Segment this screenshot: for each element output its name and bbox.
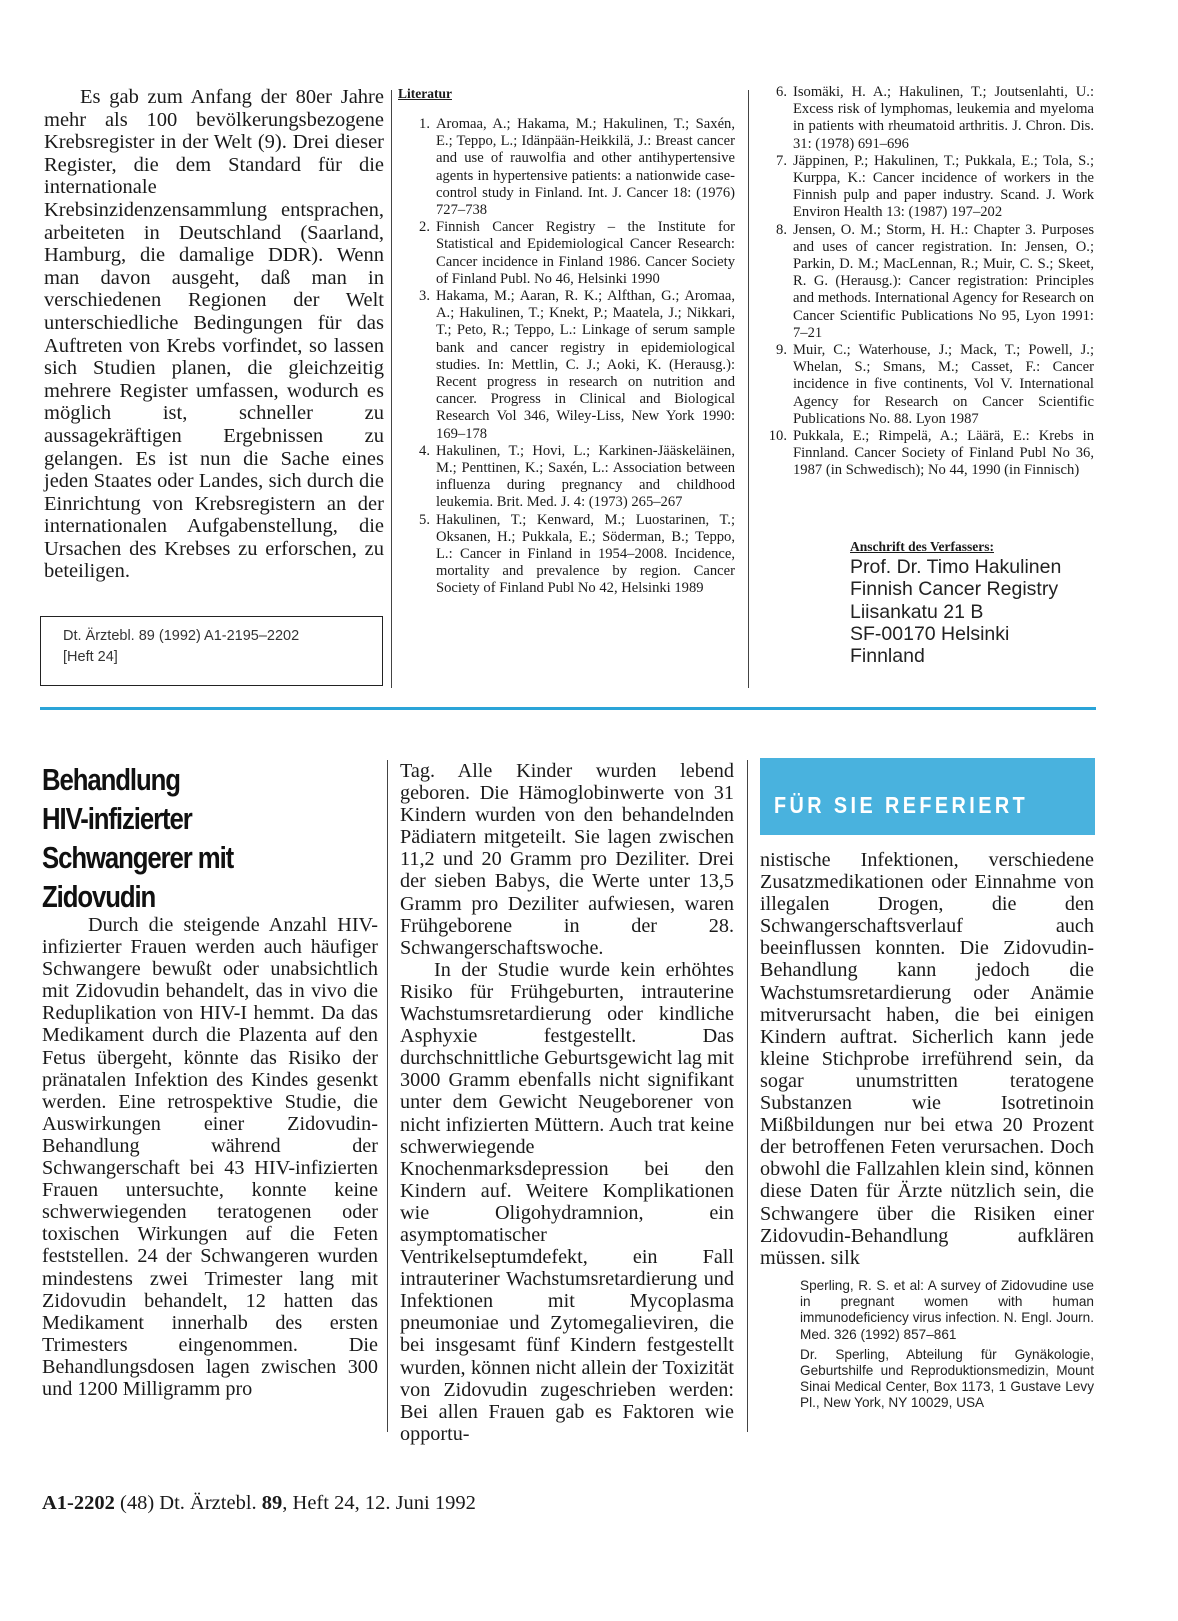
reference-item: 8. Jensen, O. M.; Storm, H. H.: Chapter 3. Purposes and uses of cancer registration. In: Jensen, O.; Parkin, D. M.; MacLennan, R.; Muir, C. S.; Skeet, R. G. (Herausg.): Cancer registration: Principles and methods. International Agency for Research on Cancer Scientific Publications No 95, Lyon 1991: 7–21 xyxy=(776,221,1094,341)
reference-item: 3. Hakama, M.; Aaran, R. K.; Alfthan, G.; Aromaa, A.; Hakulinen, T.; Knekt, P.; Maatela, J.; Nikkari, T.; Peto, R.; Teppo, L.: Linkage of serum sample bank and cancer registry in epidemiological studies. In: Mettlin, C. J.; Aoki, K. (Herausg.): Recent progress in research on nutrition and cancer. Progress in Clinical and Biological Research Vol 346, Wiley-Liss, New York 1990: 169–178 xyxy=(419,288,735,442)
paragraph: In der Studie wurde kein erhöhtes Risiko für Frühgeburten, intrauterine Wachstumsretardierung oder kindliche Asphyxie festgestellt. Das durchschnittliche Geburtsgewicht lag mit 3000 Gramm ebenfalls nicht signifikant unter dem Gewicht Neugeborener von nicht infizierten Müttern. Auch trat keine schwerwiegende Knochenmarksdepression bei den Kindern auf. Weitere Komplikationen wie Oligohydramnion, ein asymptomatischer Ventrikelseptumdefekt, ein Fall intrauteriner Wachstumsretardierung und Infektionen mit Mycoplasma pneumoniae und Zytomegalieviren, die bei insgesamt fünf Kindern festgestellt wurden, können nicht allein der Toxizität von Zidovudin zugeschrieben werden: Bei allen Frauen gab es Faktoren wie opportu- xyxy=(400,958,734,1445)
volume-number: 89 xyxy=(261,1492,283,1514)
section-divider xyxy=(40,707,1096,710)
reference-item: 1. Aromaa, A.; Hakama, M.; Hakulinen, T.; Saxén, E.; Teppo, L.; Idänpään-Heikkilä, J.: Breast cancer and use of rauwolfia and other antihypertensive agents in hypertensive patients: a nationwide case-control study in Finland. Int. J. Cancer 18: (1976) 727–738 xyxy=(419,116,735,219)
intro-paragraph: Es gab zum Anfang der 80er Jahre mehr als 100 bevölkerungsbezogene Krebsregister in der Welt (9). Drei dieser Register, die dem Standard für die internationale Krebsinzidenzensammlung entsprachen, arbeiteten in Deutschland (Saarland, Hamburg, die damalige DDR). Wenn man davon ausgeht, daß man in verschiedenen Regionen der Welt unterschiedliche Bedingungen für das Auftreten von Krebs vorfindet, so lassen sich Studien planen, die gleichzeitig mehrere Register umfassen, wodurch es möglich ist, schneller zu aussagekräftigen Ergebnissen zu gelangen. Es ist nun die Sache eines jeden Staates oder Landes, sich durch die Einrichtung von Krebsregistern an der internationalen Aufgabenstellung, die Ursachen des Krebses zu erforschen, zu beteiligen. xyxy=(44,86,384,583)
author-address xyxy=(850,556,1061,667)
article-headline: Behandlung HIV-infizierter Schwangerer mit Zidovudin xyxy=(42,762,234,914)
column-rule xyxy=(748,90,749,688)
citation-line: Dt. Ärztebl. 89 (1992) A1-2195–2202 xyxy=(63,628,300,644)
references-heading: Literatur xyxy=(398,86,452,101)
reference-item: 6. Isomäki, H. A.; Hakulinen, T.; Joutsenlahti, U.: Excess risk of lymphomas, leukemia and myeloma in patients with rheumatoid arthritis. J. Chron. Dis. 31: (1978) 691–696 xyxy=(776,84,1094,152)
citation-box xyxy=(40,616,383,686)
citation-issue: [Heft 24] xyxy=(63,649,118,665)
reference-item: 2. Finnish Cancer Registry – the Institute for Statistical and Epidemiological Cancer Research: Cancer incidence in Finland 1986. Cancer Society of Finland Publ. No 46, Helsinki 1990 xyxy=(419,219,735,287)
issue-date: , Heft 24, 12. Juni 1992 xyxy=(282,1492,476,1514)
article-column-3: nistische Infektionen, verschiedene Zusatzmedikationen oder Einnahme von illegalen Drogen, die den Schwangerschaftsverlauf auch beeinflussen konnten. Die Zidovudin-Behandlung kann jedoch die Wachstumsretardierung oder Anämie mitverursacht haben, die bei einigen Kindern auftrat. Sicherlich kann jede kleine Stichprobe irreführend sein, da sogar unumstritten teratogene Substanzen wie Isotretinoin Mißbildungen nur bei etwa 20 Prozent der betroffenen Feten verursachen. Doch obwohl die Fallzahlen klein sind, können diese Daten für Ärzte nützlich sein, die Schwangere über die Risiken einer Zidovudin-Behandlung aufklären müssen. silk xyxy=(760,849,1094,1269)
reference-item: 5. Hakulinen, T.; Kenward, M.; Luostarinen, T.; Oksanen, H.; Pukkala, E.; Söderman, B.; Teppo, L.: Cancer in Finland in 1954–2008. Incidence, mortality and prevalence by region. Cancer Society of Finland Publ No 42, Helsinki 1989 xyxy=(419,511,735,597)
address-line: Liisankatu 21 B xyxy=(850,600,984,623)
address-line: Finnland xyxy=(850,645,925,668)
address-line: SF-00170 Helsinki xyxy=(850,622,1010,645)
author-address-heading: Anschrift des Verfassers: xyxy=(850,539,994,554)
column-rule xyxy=(387,760,388,1432)
reference-list xyxy=(408,116,735,598)
reference-list xyxy=(765,84,1094,480)
paragraph: Tag. Alle Kinder wurden lebend geboren. Die Hämoglobinwerte von 31 Kindern wurden von den behandelnden Pädiatern mitgeteilt. Sie lagen zwischen 11,2 und 20 Gramm pro Deziliter. Drei der sieben Babys, die Werte unter 13,5 Gramm pro Deziliter aufwiesen, waren Frühgeborene in der 28. Schwangerschaftswoche. xyxy=(400,760,734,959)
source-reference: Sperling, R. S. et al: A survey of Zidovudine use in pregnant women with human immunodeficiency virus infection. N. Engl. Journ. Med. 326 (1992) 857–861 xyxy=(800,1278,1094,1342)
article-column-2 xyxy=(400,760,734,1445)
column-rule xyxy=(747,760,748,1432)
banner-label: FÜR SIE REFERIERT xyxy=(774,792,1029,818)
reference-item: 7. Jäppinen, P.; Hakulinen, T.; Pukkala, E.; Tola, S.; Kurppa, K.: Cancer incidence of workers in the Finnish pulp and paper industry. Scand. J. Work Environ Health 13: (1987) 197–202 xyxy=(776,152,1094,221)
reference-item: 10. Pukkala, E.; Rimpelä, A.; Läärä, E.: Krebs in Finnland. Cancer Society of Finland Publ No 36, 1987 (in Schwedisch); No 44, 1990 (in Finnisch) xyxy=(768,428,1094,479)
address-line: Finnish Cancer Registry xyxy=(850,578,1059,601)
summary-reference xyxy=(800,1278,1094,1416)
page-code: A1-2202 xyxy=(42,1492,115,1514)
reference-item: 4. Hakulinen, T.; Hovi, L.; Karkinen-Jääskeläinen, M.; Penttinen, K.; Saxén, L.: Association between influenza during pregnancy and childhood leukemia. Brit. Med. J. 4: (1973) 265–267 xyxy=(419,442,735,511)
column-rule xyxy=(391,90,392,688)
reference-item: 9. Muir, C.; Waterhouse, J.; Mack, T.; Powell, J.; Whelan, S.; Smans, M.; Casset, F.: Cancer incidence in five continents, Vol V. International Agency for Research on Cancer Scientific Publications No. 88. Lyon 1987 xyxy=(776,342,1094,427)
page-footer xyxy=(42,1491,476,1515)
author-contact: Dr. Sperling, Abteilung für Gynäkologie, Geburtshilfe und Reproduktionsmedizin, Mount Sinai Medical Center, Box 1173, 1 Gustave Levy Pl., New York, NY 10029, USA xyxy=(800,1346,1094,1411)
journal-name: (48) Dt. Ärztebl. xyxy=(120,1492,257,1514)
address-line: Prof. Dr. Timo Hakulinen xyxy=(850,556,1062,578)
article-column-1: Durch die steigende Anzahl HIV-infizierter Frauen werden auch häufiger Schwangere bewußt oder unabsichtlich mit Zidovudin behandelt, das in vivo die Reduplikation von HIV-I hemmt. Da das Medikament durch die Plazenta auf den Fetus übergeht, könnte das Risiko der pränatalen Infektion des Kindes gesenkt werden. Eine retrospektive Studie, die Auswirkungen einer Zidovudin-Behandlung während der Schwangerschaft bei 43 HIV-infizierten Frauen untersuchte, konnte keine schwerwiegenden teratogenen oder toxischen Wirkungen auf die Feten feststellen. 24 der Schwangeren wurden mindestens zwei Trimester lang mit Zidovudin behandelt, 12 hatten das Medikament innerhalb des ersten Trimesters eingenommen. Die Behandlungsdosen lagen zwischen 300 und 1200 Milligramm pro xyxy=(42,914,378,1400)
